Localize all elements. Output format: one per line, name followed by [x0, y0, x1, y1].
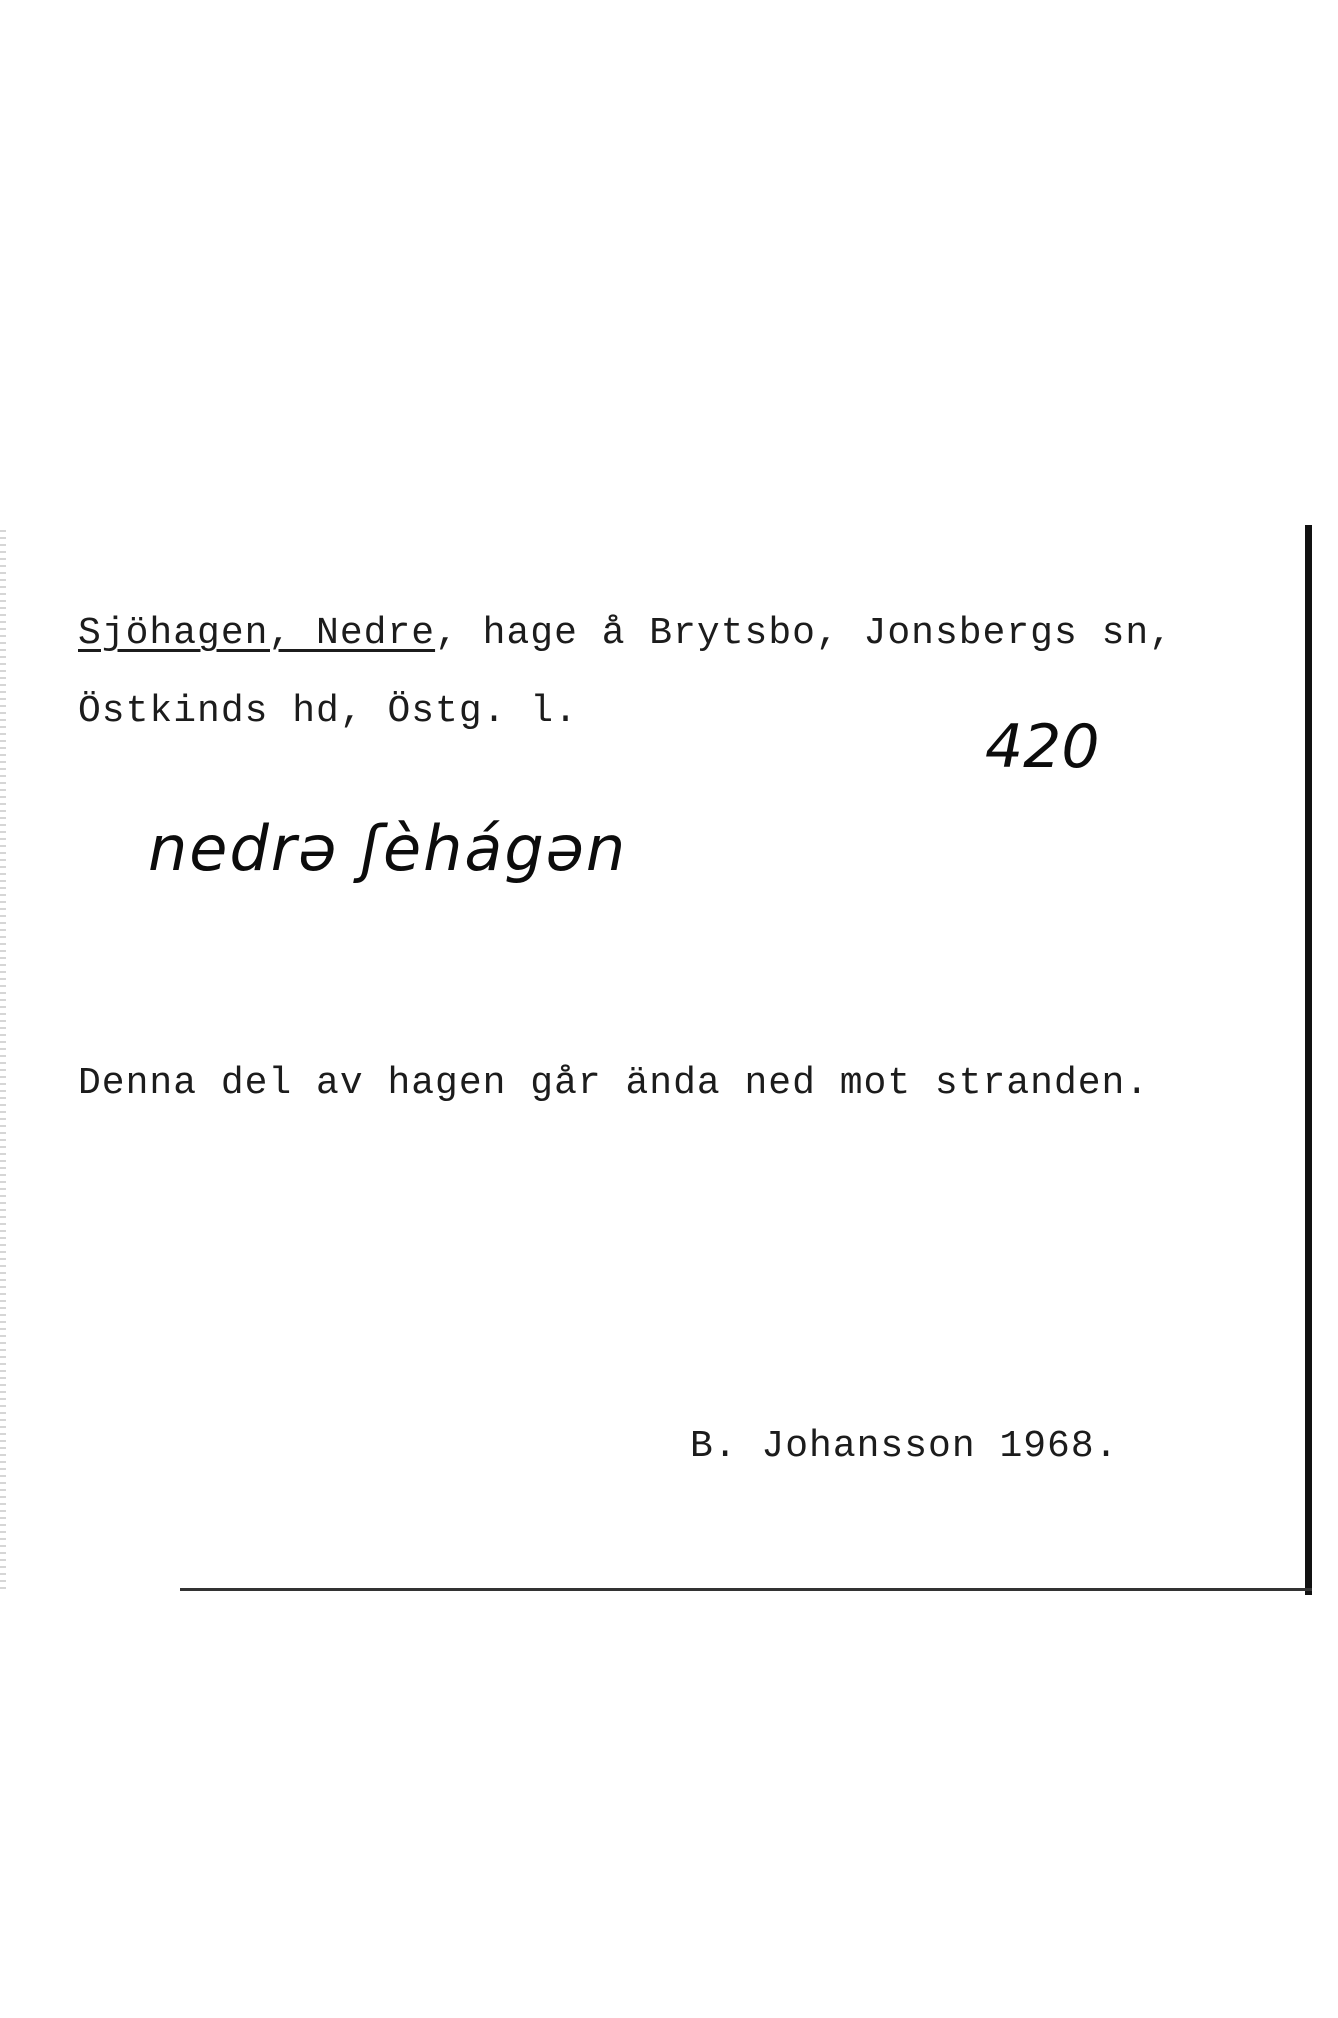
- card-left-edge: [0, 530, 6, 1590]
- place-description: , hage å Brytsbo, Jonsbergs sn,: [435, 612, 1173, 655]
- signature: B. Johansson 1968.: [690, 1425, 1119, 1468]
- card-right-edge: [1305, 525, 1312, 1595]
- place-name: Sjöhagen, Nedre: [78, 612, 436, 655]
- district-line: Östkinds hd, Östg. l.: [78, 690, 578, 733]
- card-bottom-edge: [180, 1588, 1312, 1591]
- handwritten-pronunciation: nedrə ʃèhágən: [148, 812, 628, 885]
- heading-line: [78, 612, 1173, 655]
- note-line: Denna del av hagen går ända ned mot stranden.: [78, 1062, 1150, 1105]
- handwritten-number: 420: [985, 712, 1100, 782]
